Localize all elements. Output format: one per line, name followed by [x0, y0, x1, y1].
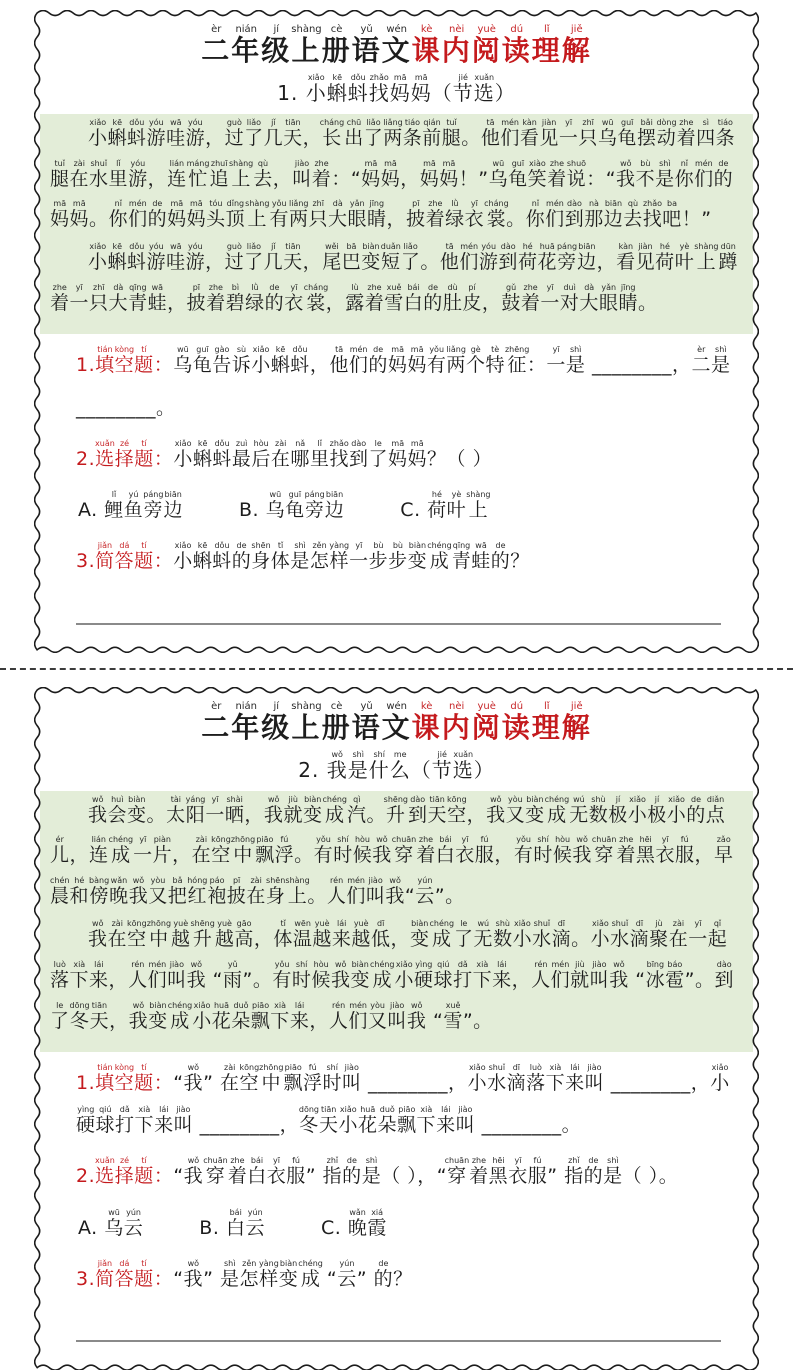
- question-row: [76, 1062, 735, 1148]
- questions-area: [40, 334, 753, 637]
- passage-title: 1. 小xiǎo蝌kē蚪dǒu找zhǎo妈mā妈mā（节jié选xuǎn）: [277, 72, 516, 105]
- option-item: A. 乌wū云yún: [78, 1207, 144, 1239]
- dashed-separator: [0, 668, 793, 670]
- passage-title: 2. 我wǒ是shì什shí么me（节jié选xuǎn）: [298, 749, 495, 782]
- question-label: 1.填tián空kòng题tí：: [76, 345, 174, 377]
- question-label: 3.简jiǎn答dá题tí：: [76, 541, 174, 573]
- question-label: 2.选xuǎn择zé题tí：: [76, 438, 174, 470]
- question-text: “我wǒ穿chuān着zhe白bái衣yī服fú” 指zhǐ的de是shì（ ），“穿chuān着zhe黑hēi衣yī服fú” 指zhǐ的de是shì（ ）。: [173, 1156, 679, 1188]
- options-row: [78, 1208, 735, 1250]
- page-title: [40, 24, 753, 67]
- page-title-red: 课kè内nèi阅yuè读dú理lǐ解jiě: [411, 24, 592, 67]
- question-label: 3.简jiǎn答dá题tí：: [76, 1258, 174, 1290]
- question-text: 小xiǎo蝌kē蚪dǒu的de身shēn体tǐ是shì怎zěn样yàng一yī步bù步bù变biàn成chéng青qīng蛙wā的de？: [173, 541, 530, 573]
- passage-block: [40, 114, 753, 334]
- answer-line: [76, 613, 721, 625]
- passage-paragraph: 小xiǎo蝌kē蚪dǒu游yóu哇wā游yóu，过guò了liǎo几jǐ天tiān，长cháng出chū了liǎo两liǎng条tiáo前qián腿tuǐ。他tā们mén看kàn见jiàn一yī只zhī乌wū龟guī摆bǎi动dòng着zhe四sì条tiáo腿tuǐ在zài水shuǐ里lǐ游yóu，连lián忙máng追zhuī上shàng去qù，叫jiào着zhe：“妈mā妈mā，妈mā妈mā！”乌wū龟guī笑xiào着zhe说shuō：“我wǒ不bù是shì你nǐ们mén的de妈mā妈mā。你nǐ们mén的de妈mā妈mā头tóu顶dǐng上shàng有yǒu两liǎng只zhī大dà眼yǎn睛jīng，披pī着zhe绿lǜ衣yī裳cháng。你nǐ们mén到dào那nà边biān去qù找zhǎo吧ba！”: [50, 117, 736, 231]
- question-text: “我wǒ” 是shì怎zěn样yàng变biàn成chéng “云yún” 的de？: [173, 1258, 413, 1290]
- option-item: B. 白bái云yún: [199, 1207, 265, 1239]
- option-item: C. 晚wǎn霞xiá: [320, 1207, 387, 1239]
- question-row: [76, 438, 735, 481]
- page-title-black: 二èr年nián级jí上shàng册cè语yǔ文wén: [201, 700, 412, 744]
- page-title-red: 课kè内nèi阅yuè读dú理lǐ解jiě: [411, 700, 592, 744]
- option-item: A. 鲤lǐ鱼yú旁páng边biān: [78, 490, 183, 522]
- page-title: [40, 701, 753, 744]
- worksheet-card-1: [34, 10, 759, 653]
- question-text: “我wǒ” 在zài空kōng中zhōng飘piāo浮fú时shí叫jiào ________，小xiǎo水shuǐ滴dī落luò下xià来lái叫jiào ________，小xiǎo硬yìng球qiú打dǎ下xià来lái叫jiào ________，冬dōng天tiān小xiǎo花huā朵duǒ飘piāo下xià来lái叫jiào ________。: [76, 1062, 730, 1137]
- page-title-black: 二èr年nián级jí上shàng册cè语yǔ文wén: [201, 24, 412, 67]
- option-item: B. 乌wū龟guī旁páng边biān: [238, 490, 345, 522]
- question-text: 乌wū龟guī告gào诉sù小xiǎo蝌kē蚪dǒu，他tā们mén的de妈mā妈mā有yǒu两liǎng个gè特tè征zhēng：一yī是shì ________，二èr是shì ________。: [76, 345, 731, 419]
- worksheet-card-2: [34, 687, 759, 1370]
- questions-area: [40, 1052, 753, 1355]
- options-row: [78, 490, 735, 532]
- option-item: C. 荷hé叶yè上shàng: [400, 490, 491, 522]
- question-row: [76, 1155, 735, 1198]
- question-text: 小xiǎo蝌kē蚪dǒu最zuì后hòu在zài哪nǎ里lǐ找zhǎo到dào了le妈mā妈mā？（ ）: [173, 438, 493, 470]
- passage-block: [40, 791, 753, 1052]
- question-label: 2.选xuǎn择zé题tí：: [76, 1156, 174, 1188]
- question-row: [76, 344, 735, 430]
- question-label: 1.填tián空kòng题tí：: [76, 1062, 174, 1094]
- answer-line: [76, 1330, 721, 1342]
- passage-paragraph: 我wǒ在zài空kōng中zhōng越yuè升shēng越yuè高gāo，体tǐ温wēn越yuè来lái越yuè低dī，变biàn成chéng了le无wú数shù小xiǎo水shuǐ滴dī。小xiǎo水shuǐ滴dī聚jù在zài一yī起qǐ落luò下xià来lái，人rén们mén叫jiào我wǒ “雨yǔ”。有yǒu时shí候hòu我wǒ变biàn成chéng小xiǎo硬yìng球qiú打dǎ下xià来lái，人rén们mén就jiù叫jiào我wǒ “冰bīng雹báo”。到dào了le冬dōng天tiān，我wǒ变biàn成chéng小xiǎo花huā朵duǒ飘piāo下xià来lái，人rén们mén又yòu叫jiào我wǒ “雪xuě”。: [50, 919, 734, 1032]
- passage-paragraph: 我wǒ会huì变biàn。太tài阳yáng一yī晒shài，我wǒ就jiù变biàn成chéng汽qì。升shēng到dào天tiān空kōng，我wǒ又yòu变biàn成chéng无wú数shù极jí小xiǎo极jí小xiǎo的de点diǎn儿ér，连lián成chéng一yī片piàn，在zài空kōng中zhōng飘piāo浮fú。有yǒu时shí候hòu我wǒ穿chuān着zhe白bái衣yī服fú，有yǒu时shí候hòu我wǒ穿chuān着zhe黑hēi衣yī服fú，早zǎo晨chén和hé傍bàng晚wǎn我wǒ又yòu把bǎ红hóng袍páo披pī在zài身shēn上shàng。人rén们mén叫jiào我wǒ“云yún”。: [50, 794, 734, 908]
- passage-paragraph: 小xiǎo蝌kē蚪dǒu游yóu哇wā游yóu，过guò了liǎo几jǐ天tiān，尾wěi巴bā变biàn短duǎn了liǎo。他tā们mén游yóu到dào荷hé花huā旁páng边biān，看kàn见jiàn荷hé叶yè上shàng蹲dūn着zhe一yī只zhī大dà青qīng蛙wā，披pī着zhe碧bì绿lǜ的de衣yī裳cháng，露lù着zhe雪xuě白bái的de肚dù皮pí，鼓gǔ着zhe一yī对duì大dà眼yǎn睛jīng。: [50, 242, 739, 315]
- question-row: [76, 540, 735, 583]
- question-row: [76, 1258, 735, 1301]
